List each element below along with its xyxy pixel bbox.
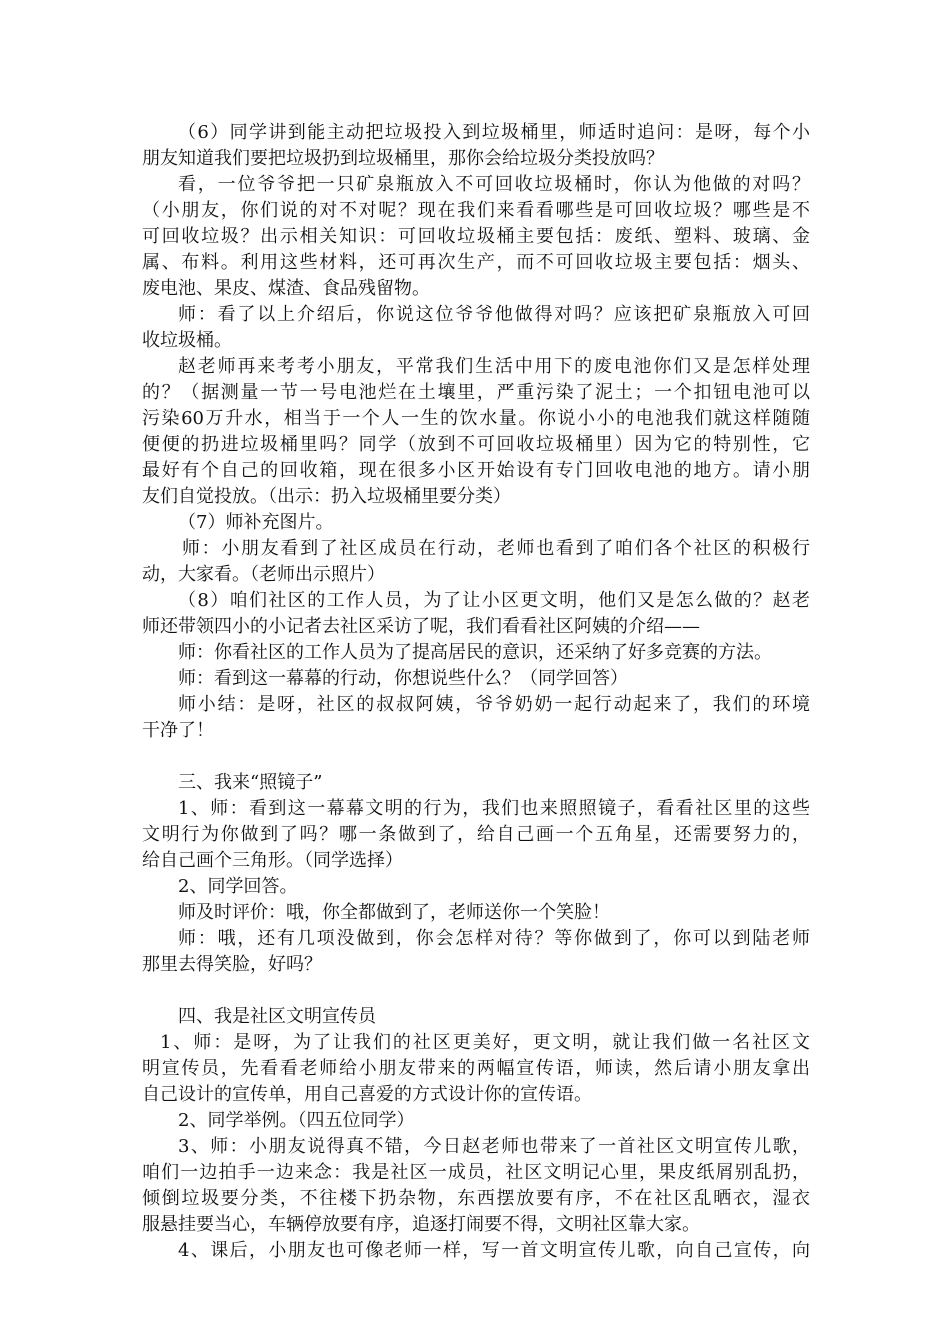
text-line: 干净了！	[142, 720, 214, 741]
text-line: 废电池、果皮、煤渣、食品残留物。	[142, 278, 430, 299]
text-line: 动，大家看。（老师出示照片）	[142, 564, 385, 585]
text-line: 看，一位爷爷把一只矿泉瓶放入不可回收垃圾桶时，你认为他做的对吗？	[178, 174, 810, 195]
text-line: 朋友知道我们要把垃圾扔到垃圾桶里，那你会给垃圾分类投放吗？	[142, 148, 664, 169]
text-line: 2、同学回答。	[178, 876, 298, 897]
text-line: 师：看了以上介绍后，你说这位爷爷他做得对吗？应该把矿泉瓶放入可回	[178, 304, 810, 325]
document-page	[142, 120, 810, 1264]
text-line: 师：小朋友看到了社区成员在行动，老师也看到了咱们各个社区的积极行	[182, 538, 810, 559]
text-line: 文明行为你做到了吗？哪一条做到了，给自己画一个五角星，还需要努力的，	[142, 824, 810, 845]
text-line: 师：哦，还有几项没做到，你会怎样对待？等你做到了，你可以到陆老师	[178, 928, 810, 949]
text-line: （8）咱们社区的工作人员，为了让小区更文明，他们又是怎么做的？赵老	[178, 590, 810, 611]
text-line: 明宣传员，先看看老师给小朋友带来的两幅宣传语，师读，然后请小朋友拿出	[142, 1058, 810, 1079]
section-heading: 三、我来“照镜子”	[178, 772, 323, 793]
text-line: 自己设计的宣传单，用自己喜爱的方式设计你的宣传语。	[142, 1084, 592, 1105]
text-line: 最好有个自己的回收箱，现在很多小区开始设有专门回收电池的地方。请小朋	[142, 460, 810, 481]
text-line: 便便的扔进垃圾桶里吗？同学（放到不可回收垃圾桶里）因为它的特别性，它	[142, 434, 810, 455]
text-line: 服悬挂要当心，车辆停放要有序，追逐打闹要不得，文明社区靠大家。	[142, 1214, 700, 1235]
text-line: 2、同学举例。（四五位同学）	[178, 1110, 415, 1131]
text-line: 师：看到这一幕幕的行动，你想说些什么？（同学回答）	[178, 668, 628, 689]
text-line: 师还带领四小的小记者去社区采访了呢，我们看看社区阿姨的介绍——	[142, 616, 700, 637]
blank-line	[142, 978, 810, 1004]
text-line: （小朋友，你们说的对不对呢？现在我们来看看哪些是可回收垃圾？哪些是不	[142, 200, 810, 221]
text-line: 污染60万升水，相当于一个人一生的饮水量。你说小小的电池我们就这样随随	[142, 408, 810, 429]
text-line: 师小结：是呀，社区的叔叔阿姨，爷爷奶奶一起行动起来了，我们的环境	[178, 694, 810, 715]
text-line: 的？（据测量一节一号电池烂在土壤里，严重污染了泥土；一个扣钮电池可以	[142, 382, 810, 403]
blank-line	[142, 744, 810, 770]
text-line: （7）师补充图片。	[178, 512, 334, 533]
text-line: 那里去得笑脸，好吗？	[142, 954, 322, 975]
text-line: 3、师：小朋友说得真不错，今日赵老师也带来了一首社区文明宣传儿歌，	[178, 1136, 810, 1157]
text-line: 属、布料。利用这些材料，还可再次生产，而不可回收垃圾主要包括：烟头、	[142, 252, 810, 273]
text-line: 倾倒垃圾要分类，不往楼下扔杂物，东西摆放要有序，不在社区乱晒衣，湿衣	[142, 1188, 810, 1209]
text-line: 1、师：是呀，为了让我们的社区更美好，更文明，就让我们做一名社区文	[160, 1032, 810, 1053]
text-line: 4、课后，小朋友也可像老师一样，写一首文明宣传儿歌，向自己宣传，向	[178, 1240, 810, 1261]
text-line: 收垃圾桶。	[142, 330, 232, 351]
text-line: 给自己画个三角形。（同学选择）	[142, 850, 403, 871]
text-line: 友们自觉投放。（出示：扔入垃圾桶里要分类）	[142, 486, 511, 507]
text-line: 师：你看社区的工作人员为了提高居民的意识，还采纳了好多竞赛的方法。	[178, 642, 772, 663]
text-line: （6）同学讲到能主动把垃圾投入到垃圾桶里，师适时追问：是呀，每个小	[178, 122, 810, 143]
text-line: 1、师：看到这一幕幕文明的行为，我们也来照照镜子，看看社区里的这些	[178, 798, 810, 819]
text-line: 可回收垃圾？出示相关知识：可回收垃圾桶主要包括：废纸、塑料、玻璃、金	[142, 226, 810, 247]
text-line: 咱们一边拍手一边来念：我是社区一成员，社区文明记心里，果皮纸屑别乱扔，	[142, 1162, 810, 1183]
text-line: 赵老师再来考考小朋友，平常我们生活中用下的废电池你们又是怎样处理	[178, 356, 810, 377]
text-line: 师及时评价：哦，你全都做到了，老师送你一个笑脸！	[178, 902, 610, 923]
section-heading: 四、我是社区文明宣传员	[178, 1006, 376, 1027]
